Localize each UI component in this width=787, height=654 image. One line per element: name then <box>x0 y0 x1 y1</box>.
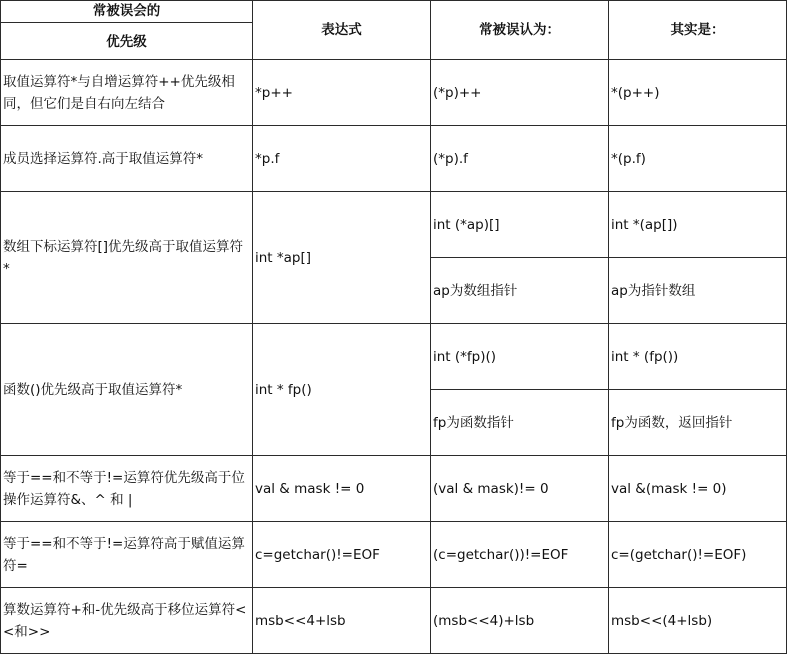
mistaken-meaning-cell: ap为数组指针 <box>431 258 609 324</box>
header-expression: 表达式 <box>253 1 431 60</box>
actual-meaning-cell: fp为函数，返回指针 <box>609 390 787 456</box>
expression-cell: int *ap[] <box>253 192 431 324</box>
table-row <box>1 588 787 654</box>
precedence-description: 取值运算符*与自增运算符++优先级相同，但它们是自右向左结合 <box>1 60 253 126</box>
actual-meaning-cell: ap为指针数组 <box>609 258 787 324</box>
table-row <box>1 324 787 390</box>
actual-cell: int * (fp()) <box>609 324 787 390</box>
precedence-description: 成员选择运算符.高于取值运算符* <box>1 126 253 192</box>
precedence-description: 函数()优先级高于取值运算符* <box>1 324 253 456</box>
expression-cell: *p.f <box>253 126 431 192</box>
precedence-description: 数组下标运算符[]优先级高于取值运算符* <box>1 192 253 324</box>
precedence-description: 等于==和不等于!=运算符优先级高于位操作运算符&、^ 和 | <box>1 456 253 522</box>
table-row <box>1 456 787 522</box>
expression-cell: msb<<4+lsb <box>253 588 431 654</box>
table-row <box>1 522 787 588</box>
table-row <box>1 60 787 126</box>
mistaken-cell: (*p)++ <box>431 60 609 126</box>
actual-cell: val &(mask != 0) <box>609 456 787 522</box>
mistaken-cell: int (*fp)() <box>431 324 609 390</box>
expression-cell: c=getchar()!=EOF <box>253 522 431 588</box>
expression-cell: val & mask != 0 <box>253 456 431 522</box>
mistaken-cell: int (*ap)[] <box>431 192 609 258</box>
mistaken-cell: (c=getchar())!=EOF <box>431 522 609 588</box>
header-col1-line1: 常被误会的 <box>1 1 252 23</box>
table-header-row <box>1 1 787 60</box>
header-often-mistaken-as: 常被误认为： <box>431 1 609 60</box>
actual-cell: *(p++) <box>609 60 787 126</box>
mistaken-meaning-cell: fp为函数指针 <box>431 390 609 456</box>
header-col1-line2: 优先级 <box>106 34 147 50</box>
precedence-description: 等于==和不等于!=运算符高于赋值运算符= <box>1 522 253 588</box>
expression-cell: int * fp() <box>253 324 431 456</box>
header-actually-is: 其实是： <box>609 1 787 60</box>
header-misunderstood-precedence <box>1 1 253 60</box>
table-row <box>1 126 787 192</box>
mistaken-cell: (*p).f <box>431 126 609 192</box>
mistaken-cell: (msb<<4)+lsb <box>431 588 609 654</box>
actual-cell: int *(ap[]) <box>609 192 787 258</box>
precedence-description: 算数运算符+和-优先级高于移位运算符<<和>> <box>1 588 253 654</box>
mistaken-cell: (val & mask)!= 0 <box>431 456 609 522</box>
table-row <box>1 192 787 258</box>
actual-cell: *(p.f) <box>609 126 787 192</box>
actual-cell: c=(getchar()!=EOF) <box>609 522 787 588</box>
expression-cell: *p++ <box>253 60 431 126</box>
actual-cell: msb<<(4+lsb) <box>609 588 787 654</box>
